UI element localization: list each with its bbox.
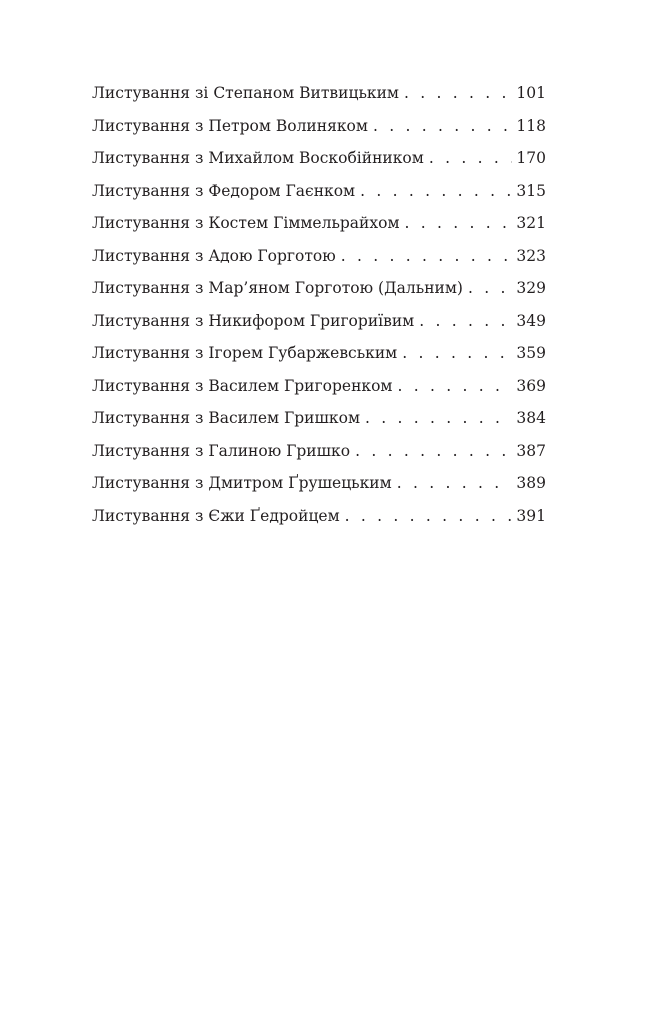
toc-entry-title: Листування з Петром Волиняком — [92, 116, 368, 135]
toc-dot-leader — [468, 279, 512, 297]
toc-entry-title: Листування з Мар’яном Горготою (Дальним) — [92, 279, 463, 297]
toc-entry-title: Листування з Никифором Григориївим — [92, 311, 415, 330]
toc-entry-title: Листування з Ігорем Губаржевським — [92, 344, 398, 362]
toc-entry-page-number: 369 — [516, 376, 546, 395]
toc-dot-leader — [341, 247, 513, 265]
toc-entry-page-number: 359 — [516, 344, 546, 362]
toc-dot-leader — [405, 214, 513, 232]
toc-entry — [92, 474, 546, 507]
toc-dot-leader — [360, 182, 512, 200]
toc-entry-page-number: 329 — [516, 279, 546, 297]
toc-entry — [92, 214, 546, 247]
toc-dot-leader — [365, 409, 512, 427]
table-of-contents — [92, 84, 546, 539]
toc-entry-page-number: 118 — [516, 116, 546, 135]
toc-dot-leader — [355, 442, 512, 460]
toc-entry-title: Листування з Федором Гаєнком — [92, 181, 356, 200]
toc-entry — [92, 247, 546, 280]
toc-entry-title: Листування з Василем Григоренком — [92, 376, 393, 395]
toc-entry-page-number: 170 — [516, 149, 546, 167]
toc-dot-leader — [404, 84, 512, 102]
toc-dot-leader — [345, 507, 513, 525]
toc-entry-page-number: 389 — [516, 474, 546, 492]
toc-entry-title: Листування з Дмитром Ґрушецьким — [92, 474, 392, 492]
toc-dot-leader — [373, 117, 512, 135]
toc-entry — [92, 344, 546, 377]
toc-dot-leader — [397, 377, 512, 395]
toc-entry-page-number: 315 — [516, 181, 546, 200]
toc-dot-leader — [397, 474, 513, 492]
toc-entry-page-number: 384 — [516, 409, 546, 427]
toc-entry — [92, 182, 546, 215]
toc-entry-page-number: 321 — [516, 214, 546, 232]
toc-entry-title: Листування з Костем Гіммельрайхом — [92, 214, 400, 232]
toc-entry — [92, 149, 546, 182]
toc-dot-leader — [419, 312, 512, 330]
toc-dot-leader — [402, 344, 512, 362]
toc-entry — [92, 377, 546, 410]
toc-entry — [92, 312, 546, 345]
toc-entry-page-number: 323 — [516, 246, 546, 265]
toc-entry — [92, 442, 546, 475]
toc-entry-title: Листування з Галиною Гришко — [92, 441, 351, 460]
toc-entry-title: Листування з Михайлом Воскобійником — [92, 149, 424, 167]
toc-entry-page-number: 387 — [516, 441, 546, 460]
toc-entry — [92, 409, 546, 442]
toc-dot-leader — [429, 149, 513, 167]
toc-entry-page-number: 349 — [516, 311, 546, 330]
toc-entry-title: Листування з Василем Гришком — [92, 409, 361, 427]
toc-entry — [92, 507, 546, 540]
toc-entry — [92, 279, 546, 312]
toc-entry-title: Листування з Адою Горготою — [92, 246, 336, 265]
toc-entry — [92, 117, 546, 150]
toc-entry-title: Листування з Єжи Ґедройцем — [92, 506, 340, 525]
toc-entry-page-number: 391 — [516, 506, 546, 525]
toc-entry-page-number: 101 — [516, 84, 546, 102]
toc-entry — [92, 84, 546, 117]
toc-entry-title: Листування зі Степаном Витвицьким — [92, 84, 399, 102]
